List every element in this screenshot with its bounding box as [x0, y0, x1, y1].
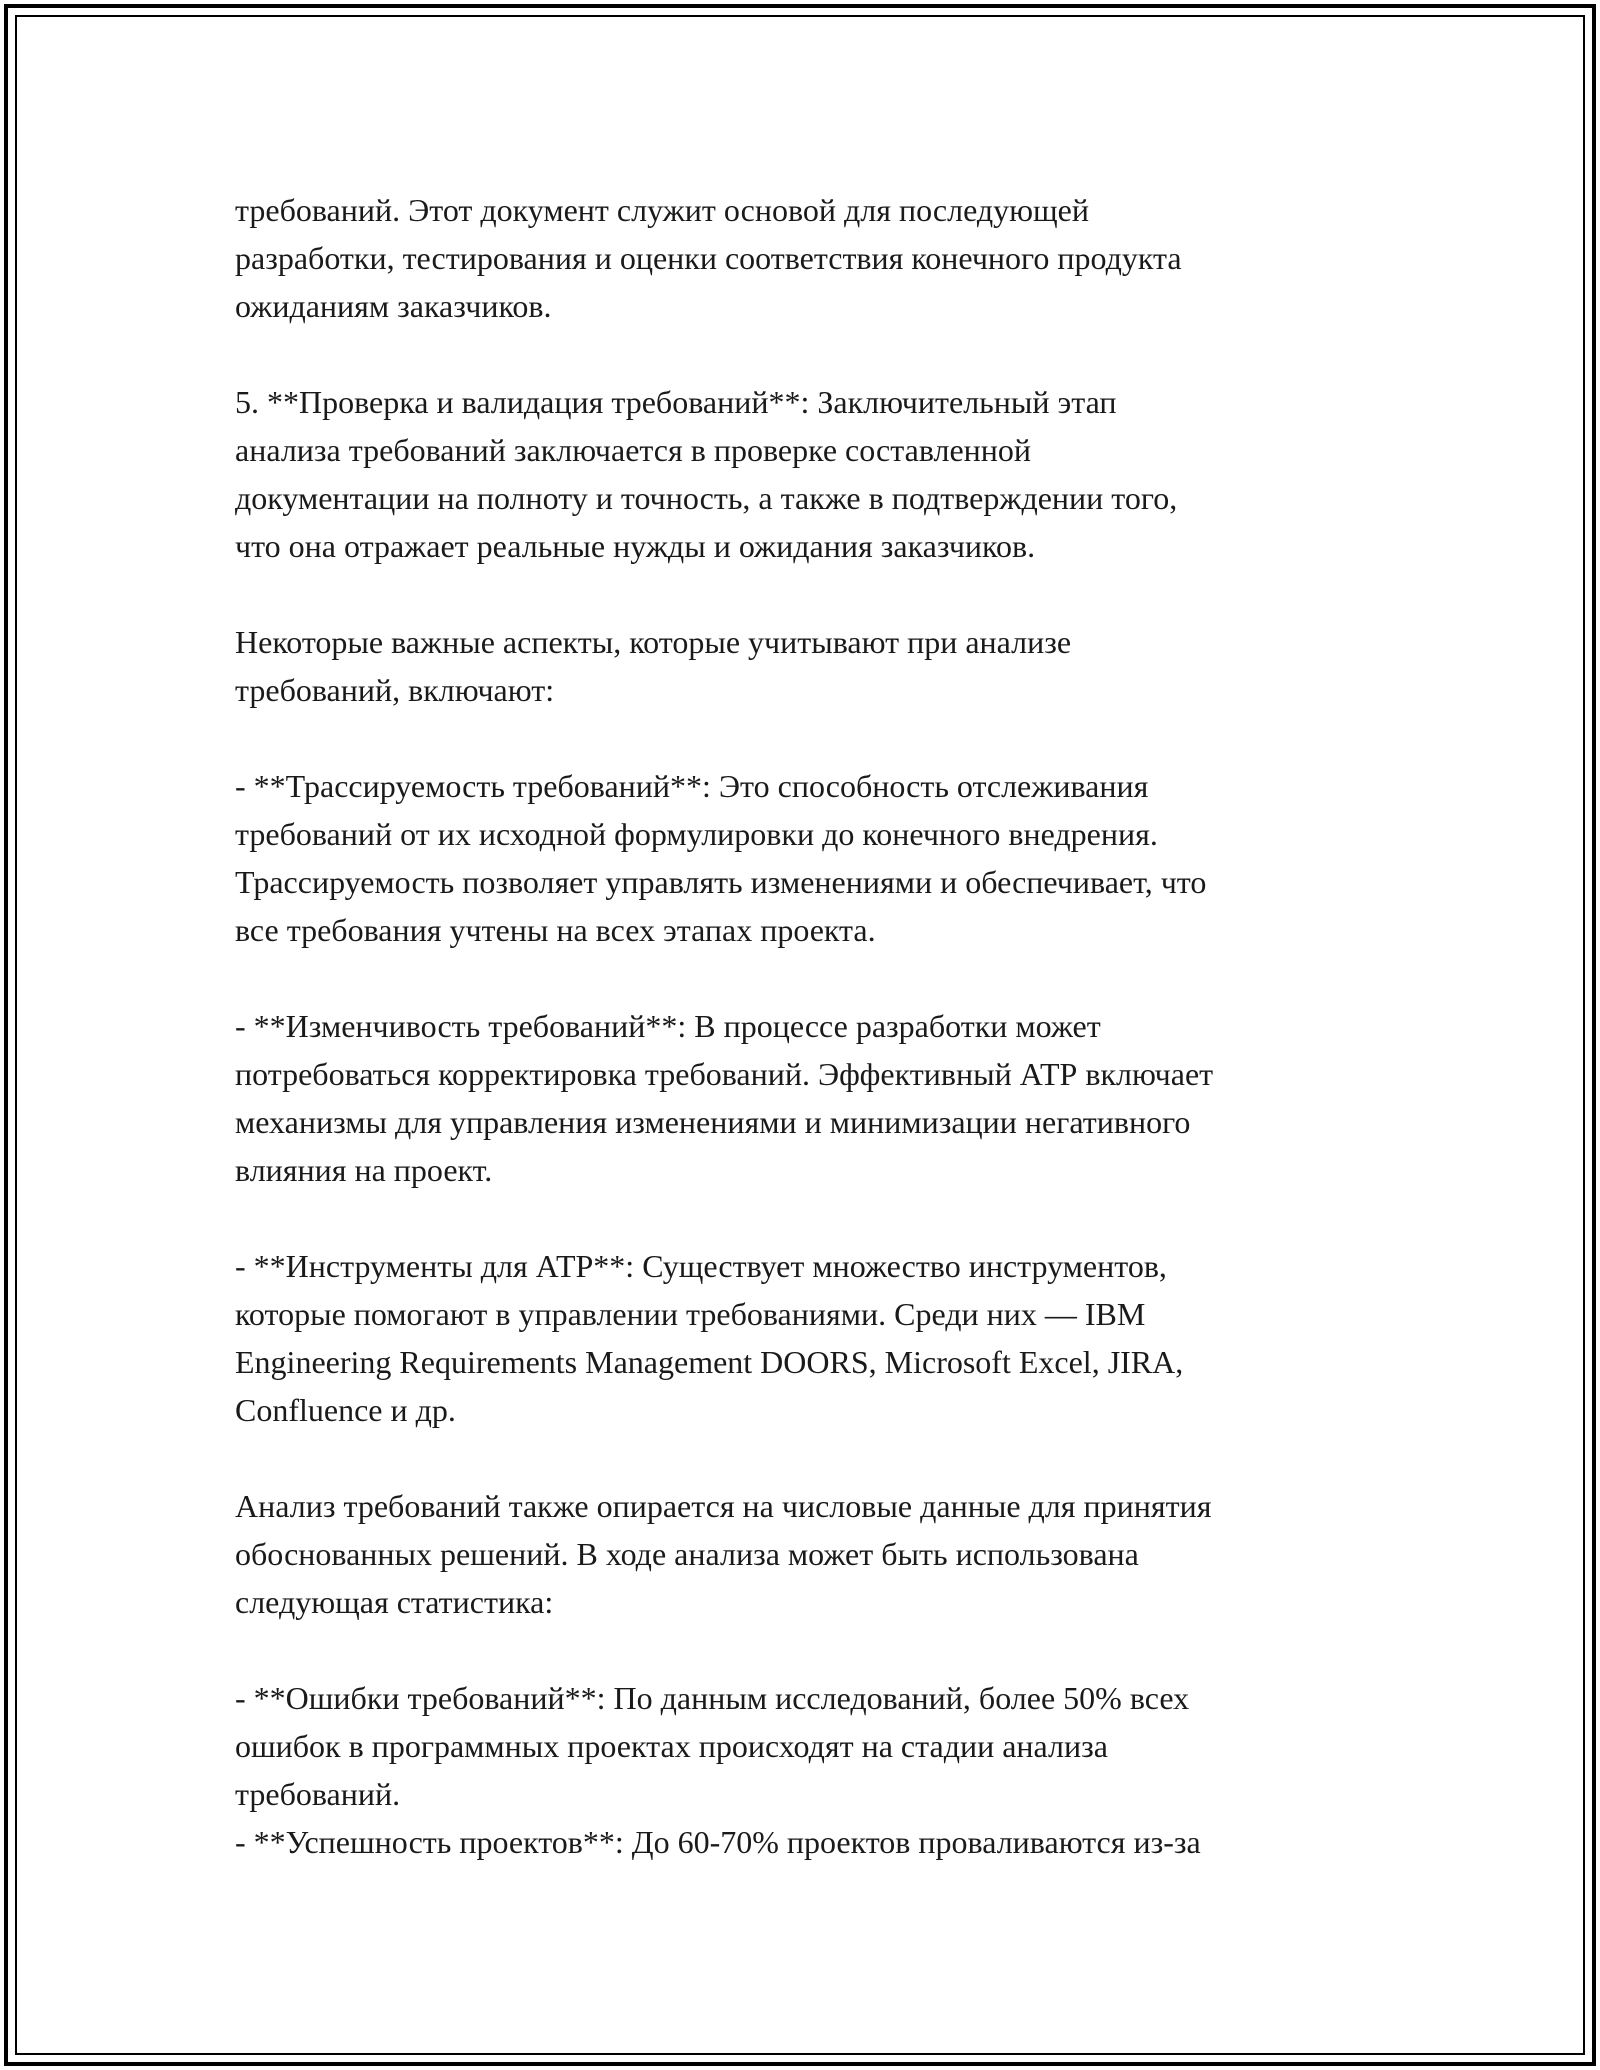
paragraph-gap: [235, 1434, 1385, 1482]
paragraph-traceability: - **Трассируемость требований**: Это способность отслеживания требований от их исходной формулировки до конечного внедрения. Трассируемость позволяет управлять изменениями и обеспечивает, что все требования учтены на всех этапах проекта.: [235, 768, 1207, 948]
document-body: [235, 186, 1385, 1866]
paragraph-gap: [235, 330, 1385, 378]
paragraph-gap: [235, 1194, 1385, 1242]
paragraph-statistics-list: - **Ошибки требований**: По данным исследований, более 50% всех ошибок в программных проектах происходят на стадии анализа требований. - **Успешность проектов**: До 60-70% проектов проваливаются из-за: [235, 1680, 1201, 1860]
paragraph-gap: [235, 1626, 1385, 1674]
paragraph-gap: [235, 954, 1385, 1002]
paragraph-gap: [235, 714, 1385, 762]
paragraph-tools: - **Инструменты для АТР**: Существует множество инструментов, которые помогают в управлении требованиями. Среди них — IBM Engineering Requirements Management DOORS, Microsoft Excel, JIRA, Confluence и др.: [235, 1248, 1184, 1428]
paragraph-volatility: - **Изменчивость требований**: В процессе разработки может потребоваться корректировка требований. Эффективный АТР включает механизмы для управления изменениями и минимизации негативного влияния на проект.: [235, 1008, 1214, 1188]
paragraph-gap: [235, 570, 1385, 618]
paragraph-statistics-intro: Анализ требований также опирается на числовые данные для принятия обоснованных решений. В ходе анализа может быть использована следующая статистика:: [235, 1488, 1212, 1620]
paragraph-validation-step: 5. **Проверка и валидация требований**: Заключительный этап анализа требований заключается в проверке составленной документации на полноту и точность, а также в подтверждении того, что она отражает реальные нужды и ожидания заказчиков.: [235, 384, 1178, 564]
paragraph-requirements-spec-end: требований. Этот документ служит основой для последующей разработки, тестирования и оценки соответствия конечного продукта ожиданиям заказчиков.: [235, 192, 1182, 324]
paragraph-aspects-intro: Некоторые важные аспекты, которые учитывают при анализе требований, включают:: [235, 624, 1072, 708]
